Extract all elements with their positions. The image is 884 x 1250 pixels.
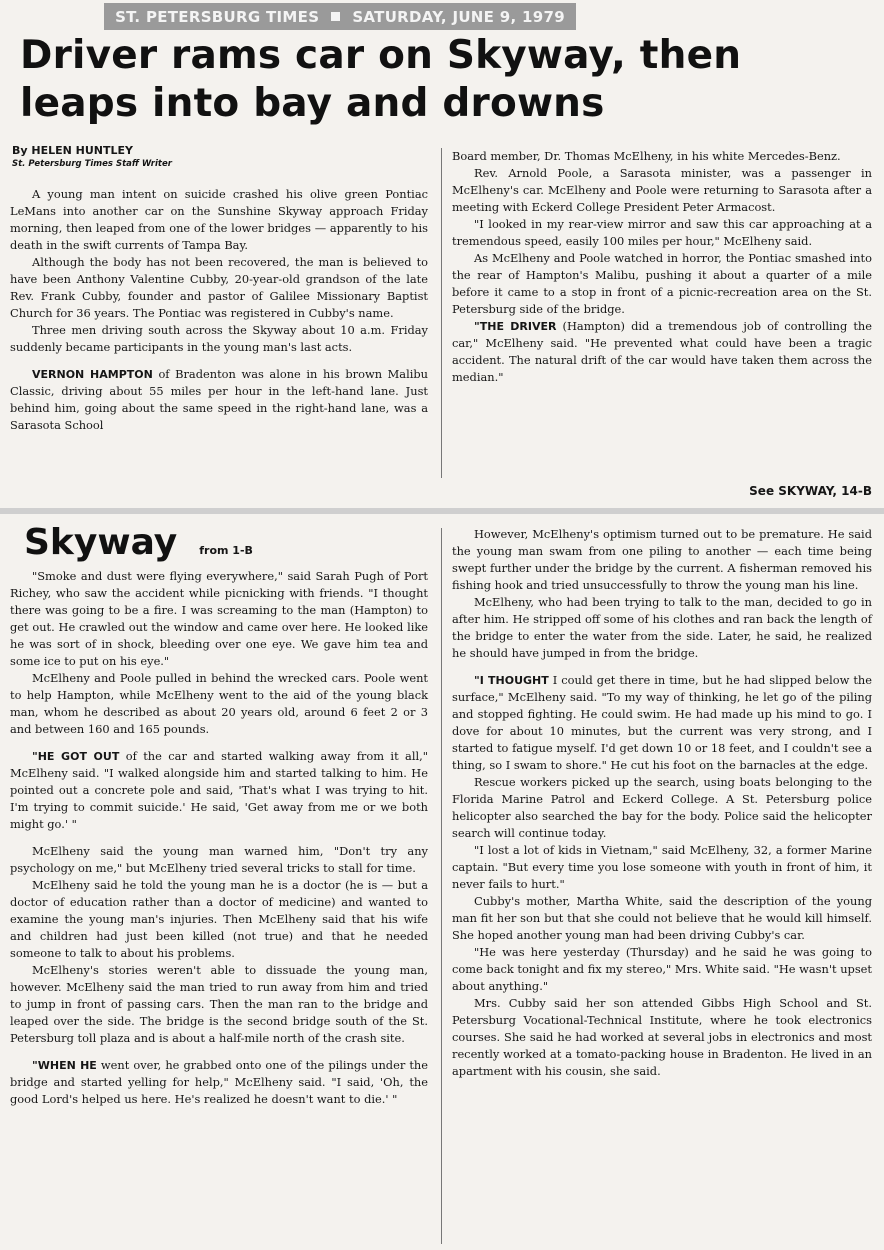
paragraph: "I lost a lot of kids in Vietnam," said McElheny, 32, a former Marine captain. "But every time you lose someone with youth in front of him, it never fails to hurt." (452, 843, 872, 891)
masthead (104, 3, 576, 30)
byline-title: St. Petersburg Times Staff Writer (12, 159, 172, 169)
paragraph: Rescue workers picked up the search, using boats belonging to the Florida Marine Patrol and Eckerd College. A St. Petersburg police helicopter also searched the bay for the body. Police said the helicopter search will continue today. (452, 775, 872, 840)
paragraph: A young man intent on suicide crashed his olive green Pontiac LeMans into another car on the Sunshine Skyway approach Friday morning, then leaped from one of the lower bridges — apparently to his death in the swift currents of Tampa Bay. (10, 187, 428, 252)
paragraph-subhead (10, 748, 428, 833)
paragraph: McElheny and Poole pulled in behind the wrecked cars. Poole went to help Hampton, while McElheny went to the aid of the young black man, whom he described as about 20 years old, around 6 feet 2 or 3 and between 160 and 165 pounds. (10, 671, 428, 736)
paragraph: As McElheny and Poole watched in horror, the Pontiac smashed into the rear of Hampton's Malibu, pushing it about a quarter of a mile before it came to a stop in front of a picnic-recreation area on the St. Petersburg side of the bridge. (452, 251, 872, 316)
lead-in: "THE DRIVER (474, 320, 557, 333)
jump-reference: See SKYWAY, 14-B (749, 484, 872, 498)
lead-text: of the car and started walking away from it all," McElheny said. "I walked alongside him and started talking to him. He pointed out a concrete pole and said, 'That's what I was trying to hit. I'm trying to commit suicide.' He said, 'Get away from me or we both might go.' " (10, 749, 428, 831)
column-rule (441, 528, 442, 1244)
lead-in: "WHEN HE (32, 1059, 97, 1072)
paper-name: ST. PETERSBURG TIMES (115, 7, 320, 26)
front-column-2 (452, 148, 872, 386)
paragraph-subhead (10, 1057, 428, 1108)
lead-text: I could get there in time, but he had slipped below the surface," McElheny said. "To my way of thinking, he let go of the piling and stopped fighting. He could swim. He had made up his mind to go. I dove for about 10 minutes, but the current was very strong, and I started to fatigue myself. I'd get down 10 or 18 feet, and I couldn't see a thing, so I swam to shore." He cut his foot on the barnacles at the edge. (452, 673, 872, 772)
masthead-separator (331, 12, 340, 21)
front-column-1 (10, 186, 428, 434)
continuation-clipping (0, 514, 884, 1250)
paragraph: "Smoke and dust were flying everywhere," said Sarah Pugh of Port Richey, who saw the accident while picnicking with friends. "I thought there was going to be a fire. I was screaming to the man (Hampton) to get out. He crawled out the window and came over here. He looked like he was sort of in shock, bleeding over one eye. We gave him tea and some ice to put on his eye." (10, 569, 428, 668)
edition-date: SATURDAY, JUNE 9, 1979 (352, 7, 565, 26)
paragraph: McElheny said the young man warned him, "Don't try any psychology on me," but McElheny tried several tricks to stall for time. (10, 844, 428, 875)
column-rule (441, 148, 442, 478)
paragraph: Three men driving south across the Skyway about 10 a.m. Friday suddenly became participants in the young man's last acts. (10, 323, 428, 354)
continuation-column-2 (452, 526, 872, 1080)
paragraph-subhead (10, 366, 428, 434)
paragraph: Board member, Dr. Thomas McElheny, in his white Mercedes-Benz. (452, 149, 841, 163)
byline (12, 144, 172, 169)
paragraph-subhead (452, 318, 872, 386)
paragraph-subhead (452, 672, 872, 774)
lead-in: "I THOUGHT (474, 674, 549, 687)
paragraph: However, McElheny's optimism turned out to be premature. He said the young man swam from one piling to another — each time being swept further under the bridge by the current. A fisherman removed his fishing hook and tried unsuccessfully to throw the young man his line. (452, 527, 872, 592)
lead-in: "HE GOT OUT (32, 750, 120, 763)
paragraph: McElheny said he told the young man he is a doctor (he is — but a doctor of education rather than a doctor of medicine) and wanted to examine the young man's injuries. Then McElheny said that his wife and children had just been killed (not true) and that he needed someone to talk to about his problems. (10, 878, 428, 960)
paragraph: Although the body has not been recovered, the man is believed to have been Anthony Valentine Cubby, 20-year-old grandson of the late Rev. Frank Cubby, founder and pastor of Galilee Missionary Baptist Church for 36 years. The Pontiac was registered in Cubby's name. (10, 255, 428, 320)
paragraph: McElheny, who had been trying to talk to the man, decided to go in after him. He stripped off some of his clothes and ran back the length of the bridge to enter the water from the side. Later, he said, he realized he should have jumped in from the bridge. (452, 595, 872, 660)
paragraph: "I looked in my rear-view mirror and saw this car approaching at a tremendous speed, easily 100 miles per hour," McElheny said. (452, 217, 872, 248)
continuation-heading (24, 522, 253, 563)
paragraph: "He was here yesterday (Thursday) and he said he was going to come back tonight and fix my stereo," Mrs. White said. "He wasn't upset about anything." (452, 945, 872, 993)
paragraph: Cubby's mother, Martha White, said the description of the young man fit her son but that she could not believe that he would kill himself. She hoped another young man had been driving Cubby's car. (452, 894, 872, 942)
lead-text: of Bradenton was alone in his brown Malibu Classic, driving about 55 miles per hour in the left-hand lane. Just behind him, going about the same speed in the right-hand lane, was a Sarasota School (10, 367, 428, 432)
headline: Driver rams car on Skyway, then leaps into bay and drowns (20, 33, 742, 126)
byline-name: By HELEN HUNTLEY (12, 144, 133, 157)
front-page-clipping (0, 0, 884, 508)
jump-from: from 1-B (199, 544, 253, 557)
continuation-column-1 (10, 568, 428, 1108)
jump-heading: Skyway (24, 522, 178, 563)
paragraph: McElheny's stories weren't able to dissuade the young man, however. McElheny said the man tried to run away from him and tried to jump in front of passing cars. Then the man ran to the bridge and leaped over the side. The bridge is the second bridge south of the St. Petersburg toll plaza and is about a half-mile north of the crash site. (10, 963, 428, 1045)
lead-text: went over, he grabbed onto one of the pilings under the bridge and started yelling for help," McElheny said. "I said, 'Oh, the good Lord's helped us here. He's realized he doesn't want to die.' " (10, 1058, 429, 1106)
lead-in: VERNON HAMPTON (32, 368, 153, 381)
paragraph: Rev. Arnold Poole, a Sarasota minister, was a passenger in McElheny's car. McElheny and Poole were returning to Sarasota after a meeting with Eckerd College President Peter Armacost. (452, 166, 872, 214)
paragraph: Mrs. Cubby said her son attended Gibbs High School and St. Petersburg Vocational-Technical Institute, where he took electronics courses. She said he had worked at several jobs in electronics and most recently worked at a tomato-packing house in Bradenton. He lived in an apartment with his cousin, she said. (452, 996, 872, 1078)
lead-text: (Hampton) did a tremendous job of controlling the car," McElheny said. "He prevented what could have been a tragic accident. The natural drift of the car would have taken them across the median." (452, 319, 872, 384)
